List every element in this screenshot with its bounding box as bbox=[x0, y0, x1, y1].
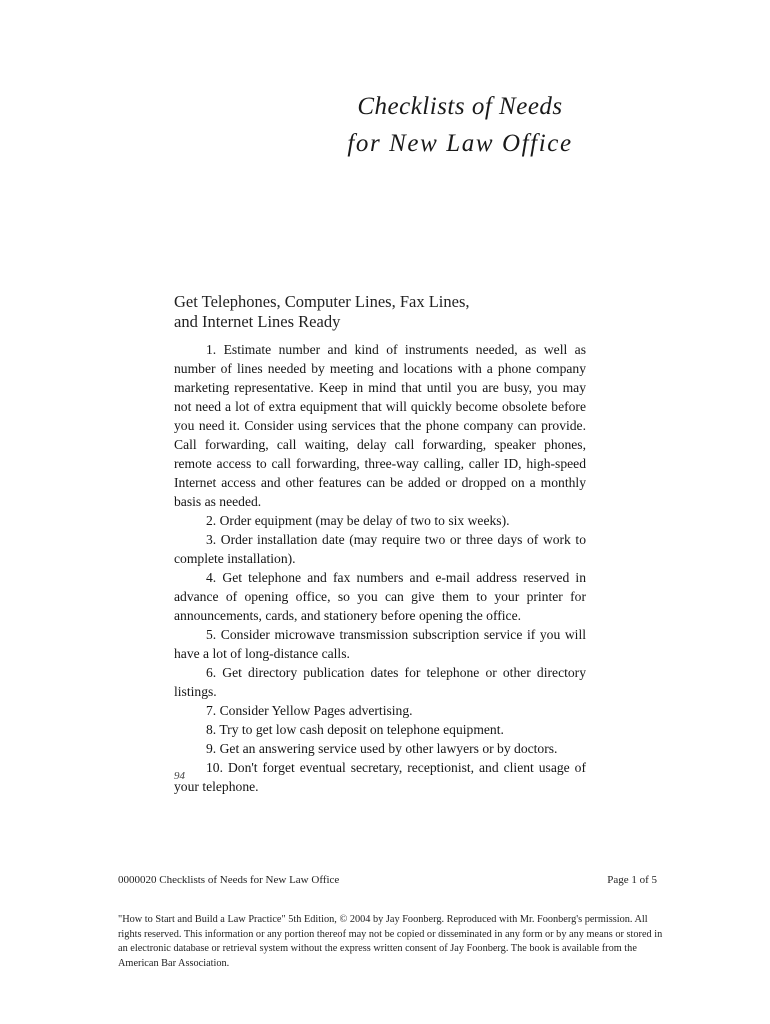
checklist-item: 4. Get telephone and fax numbers and e-mail address reserved in advance of opening office, so you can give them to your printer for announcements, cards, and stationery before opening the office. bbox=[174, 570, 586, 623]
checklist-item: 10. Don't forget eventual secretary, receptionist, and client usage of your telephone. bbox=[174, 760, 586, 794]
document-title-line2: for New Law Office bbox=[347, 130, 573, 157]
section-heading-line2: and Internet Lines Ready bbox=[174, 312, 341, 331]
checklist-item: 9. Get an answering service used by other lawyers or by doctors. bbox=[206, 741, 558, 756]
checklist-item: 5. Consider microwave transmission subscription service if you will have a lot of long-distance calls. bbox=[174, 627, 586, 661]
footer-document-id: 0000020 Checklists of Needs for New Law Office bbox=[118, 874, 340, 886]
copyright-notice: "How to Start and Build a Law Practice" 5th Edition, © 2004 by Jay Foonberg. Reproduced with Mr. Foonberg's permission. All rights reserved. This information or any portion thereof may not be copied or disseminated in any form or by any means or stored in an electronic database or retrieval system without the express written consent of Jay Foonberg. The book is available from the American Bar Association. bbox=[118, 914, 663, 969]
footer-page-indicator: Page 1 of 5 bbox=[607, 874, 657, 886]
checklist-body bbox=[174, 340, 586, 796]
checklist-item: 8. Try to get low cash deposit on telephone equipment. bbox=[206, 722, 504, 737]
checklist-item: 6. Get directory publication dates for telephone or other directory listings. bbox=[174, 665, 586, 699]
checklist-item: 1. Estimate number and kind of instruments needed, as well as number of lines needed by meeting and locations with a phone company marketing representative. Keep in mind that until you are busy, you may not need a lot of extra equipment that will quickly become obsolete before you need it. Consider using services that the phone company can provide. Call forwarding, call waiting, delay call forwarding, speaker phones, remote access to call forwarding, three-way calling, caller ID, high-speed Internet access and other features can be added or dropped on a monthly basis as needed. bbox=[174, 342, 586, 509]
checklist-item: 7. Consider Yellow Pages advertising. bbox=[206, 703, 413, 718]
section-heading bbox=[174, 292, 594, 332]
page-number: 94 bbox=[174, 770, 185, 782]
section-heading-line1: Get Telephones, Computer Lines, Fax Lines, bbox=[174, 292, 470, 311]
checklist-item: 3. Order installation date (may require two or three days of work to complete installation). bbox=[174, 532, 586, 566]
document-title-line1: Checklists of Needs bbox=[357, 93, 563, 120]
checklist-item: 2. Order equipment (may be delay of two to six weeks). bbox=[206, 513, 510, 528]
